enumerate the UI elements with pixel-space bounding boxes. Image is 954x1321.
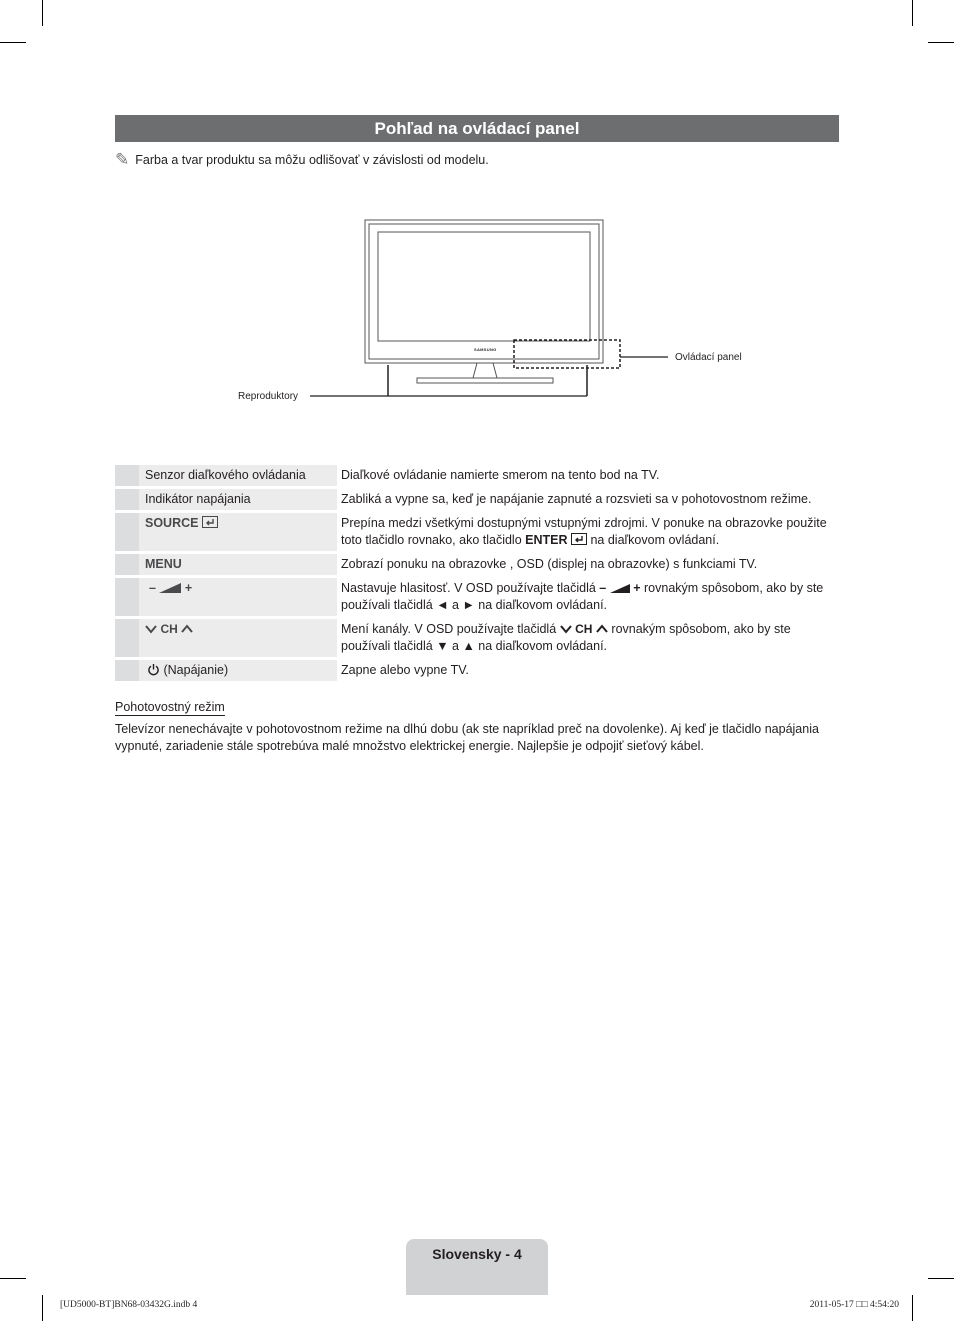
volume-plus-label: +: [184, 581, 193, 595]
speakers-label: Reproduktory: [238, 391, 299, 402]
section-title: Pohľad na ovládací panel: [115, 115, 839, 142]
row-marker: [115, 465, 139, 486]
item-name: Indikátor napájania: [139, 489, 337, 510]
enter-label: ENTER: [525, 533, 568, 547]
control-panel-table: [115, 462, 839, 684]
tv-diagram: [0, 0, 954, 420]
volume-icon: [159, 583, 181, 593]
standby-heading: Pohotovostný režim: [115, 700, 225, 714]
source-label: SOURCE: [145, 516, 199, 530]
volume-plus-label: +: [633, 581, 641, 595]
crop-mark: [0, 1278, 26, 1279]
chevron-down-icon: [560, 623, 572, 635]
desc-text: rovnakým spôsobom, ako by ste používali tlačidlá ◄ a ► na diaľkovom ovládaní.: [341, 581, 824, 612]
item-description: Zabliká a vypne sa, keď je napájanie zapnuté a rozsvieti sa v pohotovostnom režime.: [341, 492, 812, 506]
page-number-tab: Slovensky - 4: [406, 1239, 548, 1295]
row-marker: [115, 578, 139, 616]
volume-minus-label: –: [149, 581, 156, 595]
table-row: [115, 489, 839, 510]
item-name: [139, 578, 337, 616]
table-row: [115, 465, 839, 486]
item-name: [139, 619, 337, 657]
row-marker: [115, 489, 139, 510]
crop-mark: [912, 1295, 913, 1321]
volume-minus-label: –: [599, 581, 607, 595]
enter-icon: [202, 516, 218, 528]
volume-icon: [610, 584, 630, 593]
ch-label: CH: [575, 622, 593, 636]
desc-text: Nastavuje hlasitosť. V OSD používajte tlačidlá: [341, 581, 600, 595]
enter-icon: [571, 533, 587, 545]
power-label: (Napájanie): [163, 663, 229, 677]
item-description: [341, 513, 839, 551]
table-row: [115, 554, 839, 575]
item-name: [139, 660, 337, 681]
menu-label: MENU: [145, 557, 182, 571]
crop-mark: [928, 1278, 954, 1279]
desc-text: rovnakým spôsobom, ako by ste používali tlačidlá ▼ a ▲ na diaľkovom ovládaní.: [341, 622, 791, 653]
chevron-up-icon: [181, 623, 193, 635]
table-row: [115, 578, 839, 616]
chevron-up-icon: [596, 623, 608, 635]
item-name: [139, 554, 337, 575]
item-description: [341, 619, 839, 657]
table-row: [115, 513, 839, 551]
desc-text: na diaľkovom ovládaní.: [587, 533, 720, 547]
brand-logo: SAMSUNG: [474, 347, 497, 352]
table-row: [115, 619, 839, 657]
control-panel-label: Ovládací panel: [675, 352, 742, 363]
table-row: [115, 660, 839, 681]
item-name: Senzor diaľkového ovládania: [139, 465, 337, 486]
row-marker: [115, 619, 139, 657]
desc-text: Prepína medzi všetkými dostupnými vstupnými zdrojmi. V ponuke na obrazovke použite toto tlačidlo rovnako, ako tlačidlo: [341, 516, 827, 547]
item-description: Zapne alebo vypne TV.: [341, 663, 469, 677]
crop-mark: [42, 1295, 43, 1321]
footer-file-info: [UD5000-BT]BN68-03432G.indb 4: [60, 1300, 198, 1310]
item-description: Diaľkové ovládanie namierte smerom na tento bod na TV.: [341, 468, 660, 482]
row-marker: [115, 660, 139, 681]
ch-label: CH: [160, 622, 178, 636]
note-text: Farba a tvar produktu sa môžu odlišovať v závislosti od modelu.: [135, 153, 489, 167]
desc-text: Mení kanály. V OSD používajte tlačidlá: [341, 622, 560, 636]
pencil-icon: ✎: [115, 150, 130, 169]
standby-text: Televízor nenechávajte v pohotovostnom režime na dlhú dobu (ak ste napríklad preč na dovolenke). Aj keď je tlačidlo napájania vypnuté, zariadenie stále spotrebúva malé množstvo elektrickej energie. Najlepšie je odpojiť sieťový kábel.: [115, 722, 819, 753]
power-icon: [147, 663, 160, 676]
footer-timestamp: 2011-05-17 □□ 4:54:20: [809, 1300, 899, 1310]
row-marker: [115, 513, 139, 551]
item-name: [139, 513, 337, 551]
item-description: Zobrazí ponuku na obrazovke , OSD (displej na obrazovke) s funkciami TV.: [341, 557, 758, 571]
item-description: [341, 578, 839, 616]
chevron-down-icon: [145, 623, 157, 635]
row-marker: [115, 554, 139, 575]
